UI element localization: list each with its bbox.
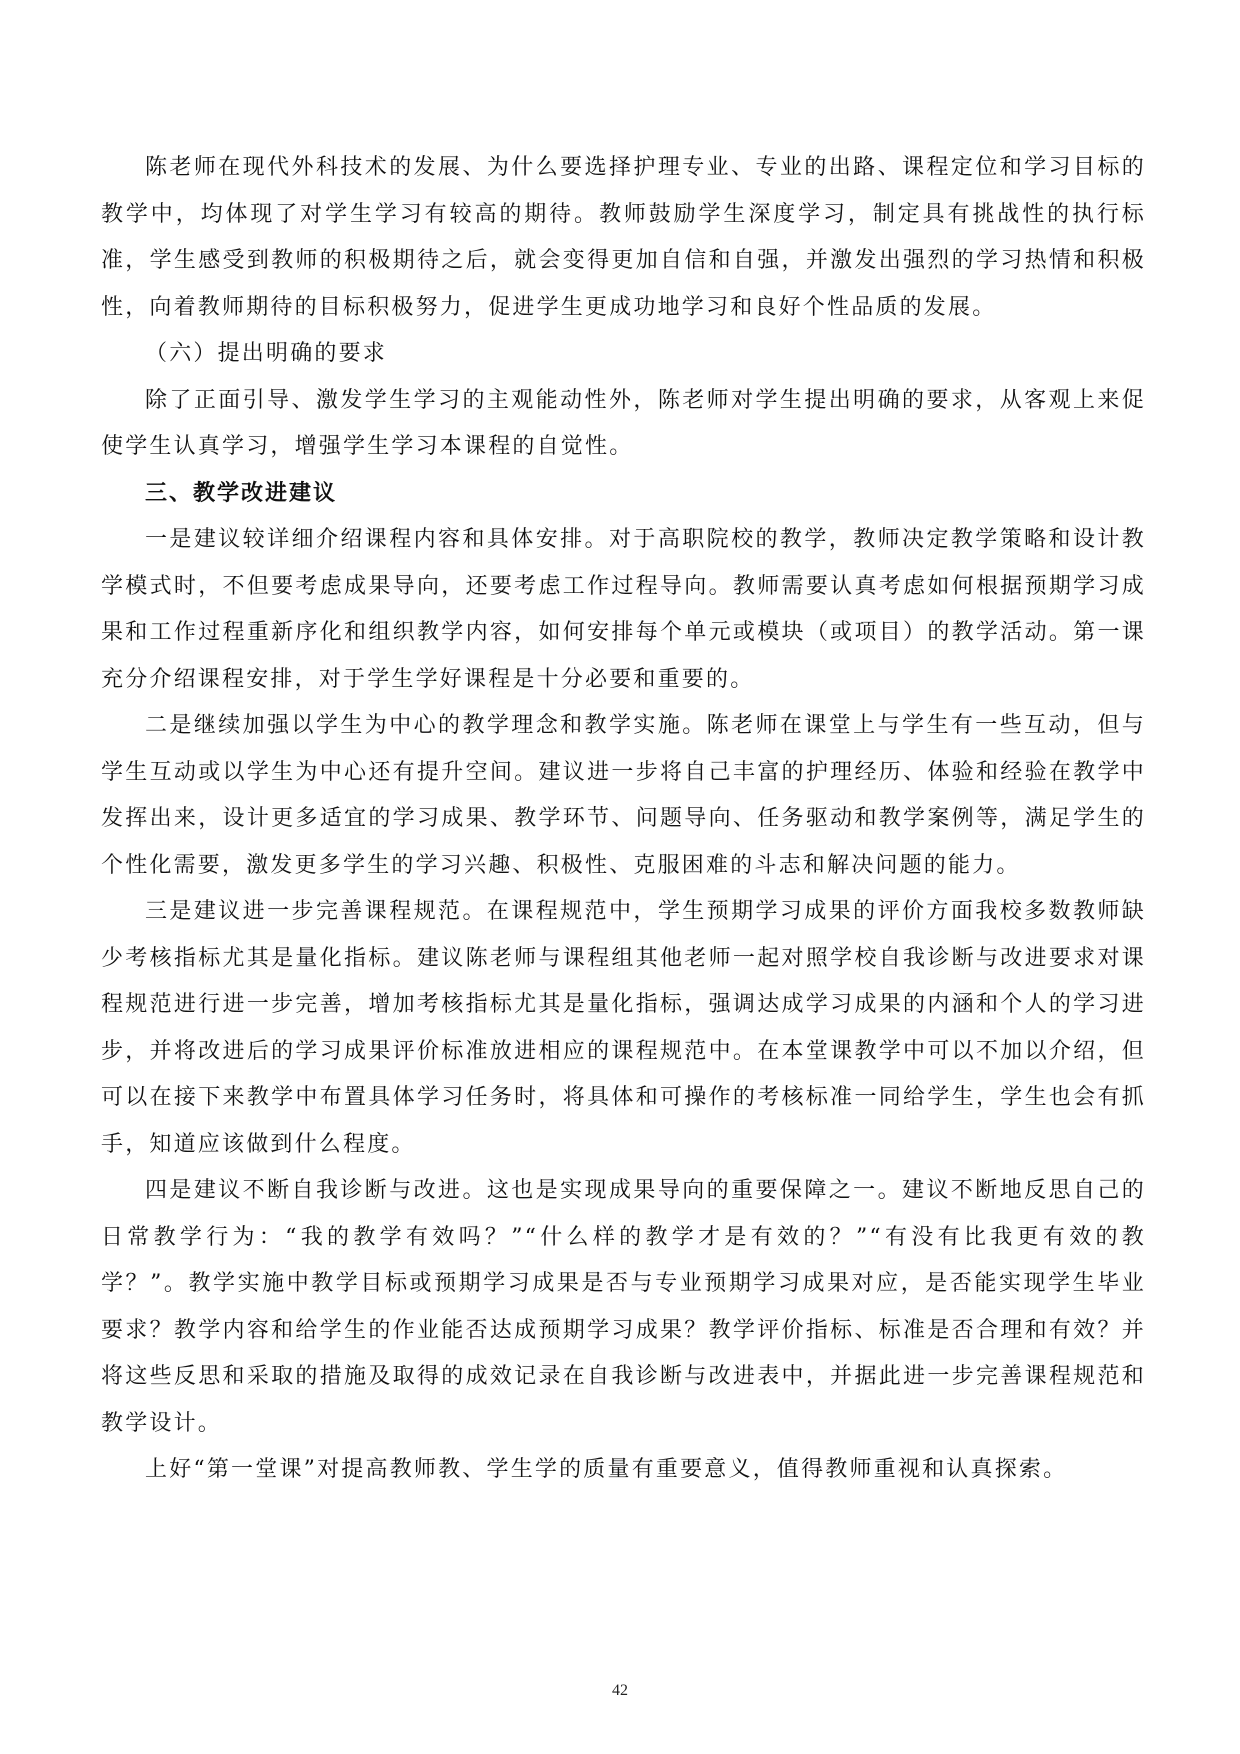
paragraph-conclusion: 上好“第一堂课”对提高教师教、学生学的质量有重要意义，值得教师重视和认真探索。 bbox=[145, 1457, 1068, 1482]
paragraph-requirements: 除了正面引导、激发学生学习的主观能动性外，陈老师对学生提出明确的要求，从客观上来促使学生认真学习，增强学生学习本课程的自觉性。 bbox=[101, 387, 1146, 459]
paragraph-suggestion-four: 四是建议不断自我诊断与改进。这也是实现成果导向的重要保障之一。建议不断地反思自己的日常教学行为：“我的教学有效吗？”“什么样的教学才是有效的？”“有没有比我更有效的教学？”。教学实施中教学目标或预期学习成果是否与专业预期学习成果对应，是否能实现学生毕业要求？教学内容和给学生的作业能否达成预期学习成果？教学评价指标、标准是否合理和有效？并将这些反思和采取的措施及取得的成效记录在自我诊断与改进表中，并据此进一步完善课程规范和教学设计。 bbox=[101, 1178, 1146, 1436]
document-body bbox=[101, 145, 1146, 1494]
paragraph-suggestion-one: 一是建议较详细介绍课程内容和具体安排。对于高职院校的教学，教师决定教学策略和设计教学模式时，不但要考虑成果导向，还要考虑工作过程导向。教师需要认真考虑如何根据预期学习成果和工作过程重新序化和组织教学内容，如何安排每个单元或模块（或项目）的教学活动。第一课充分介绍课程安排，对于学生学好课程是十分必要和重要的。 bbox=[101, 527, 1146, 692]
section-heading-improvement-suggestions: 三、教学改进建议 bbox=[145, 480, 338, 506]
subheading-clear-requirements: （六）提出明确的要求 bbox=[145, 341, 388, 366]
page-number: 42 bbox=[612, 1682, 628, 1699]
paragraph-teacher-expectations: 陈老师在现代外科技术的发展、为什么要选择护理专业、专业的出路、课程定位和学习目标的教学中，均体现了对学生学习有较高的期待。教师鼓励学生深度学习，制定具有挑战性的执行标准，学生感受到教师的积极期待之后，就会变得更加自信和自强，并激发出强烈的学习热情和积极性，向着教师期待的目标积极努力，促进学生更成功地学习和良好个性品质的发展。 bbox=[101, 155, 1146, 320]
paragraph-suggestion-two: 二是继续加强以学生为中心的教学理念和教学实施。陈老师在课堂上与学生有一些互动，但与学生互动或以学生为中心还有提升空间。建议进一步将自己丰富的护理经历、体验和经验在教学中发挥出来，设计更多适宜的学习成果、教学环节、问题导向、任务驱动和教学案例等，满足学生的个性化需要，激发更多学生的学习兴趣、积极性、克服困难的斗志和解决问题的能力。 bbox=[101, 713, 1146, 878]
paragraph-suggestion-three: 三是建议进一步完善课程规范。在课程规范中，学生预期学习成果的评价方面我校多数教师缺少考核指标尤其是量化指标。建议陈老师与课程组其他老师一起对照学校自我诊断与改进要求对课程规范进行进一步完善，增加考核指标尤其是量化指标，强调达成学习成果的内涵和个人的学习进步，并将改进后的学习成果评价标准放进相应的课程规范中。在本堂课教学中可以不加以介绍，但可以在接下来教学中布置具体学习任务时，将具体和可操作的考核标准一同给学生，学生也会有抓手，知道应该做到什么程度。 bbox=[101, 899, 1146, 1157]
